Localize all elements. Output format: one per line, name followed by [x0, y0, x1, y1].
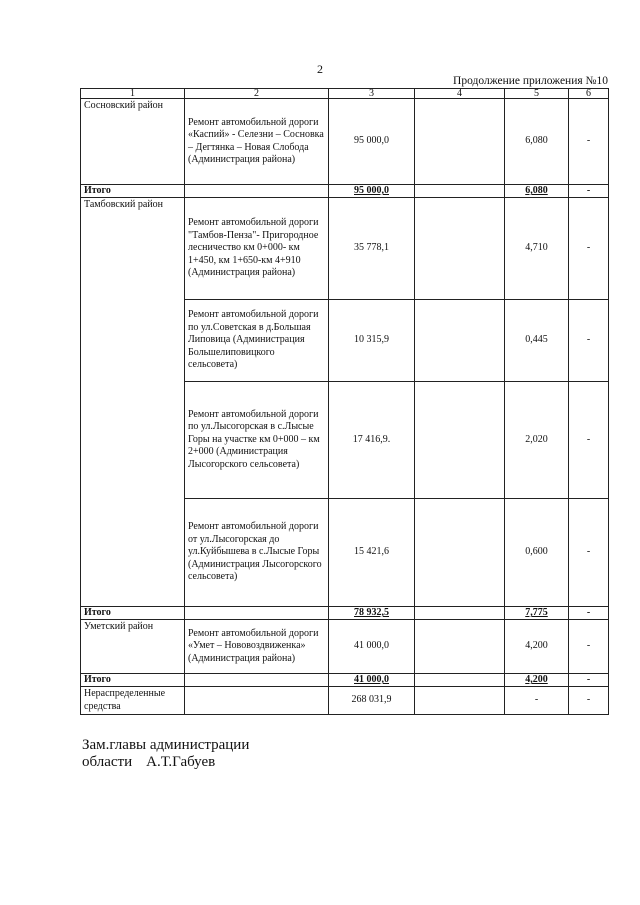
- description-cell: [185, 687, 329, 715]
- length-cell: 6,080: [505, 185, 569, 198]
- amount-cell: 268 031,9: [329, 687, 415, 715]
- column-header: 2: [185, 89, 329, 99]
- col6-cell: -: [569, 99, 609, 185]
- empty-cell: [415, 382, 505, 499]
- length-cell: 4,200: [505, 620, 569, 674]
- amount-cell: 17 416,9.: [329, 382, 415, 499]
- length-cell: 2,020: [505, 382, 569, 499]
- col6-cell: -: [569, 607, 609, 620]
- length-cell: 6,080: [505, 99, 569, 185]
- column-header: 4: [415, 89, 505, 99]
- empty-cell: [415, 198, 505, 300]
- description-cell: [185, 607, 329, 620]
- table-row: [81, 620, 609, 674]
- description-cell: Ремонт автомобильной дороги «Каспий» - Селезни – Сосновка – Дегтянка – Новая Слобода (Администрация района): [185, 99, 329, 185]
- signature-title-line2: области: [82, 754, 133, 770]
- district-cell: Сосновский район: [81, 99, 185, 185]
- table-row: [81, 687, 609, 715]
- col6-cell: -: [569, 300, 609, 382]
- table-row: [81, 99, 609, 185]
- col6-cell: -: [569, 382, 609, 499]
- amount-cell: 35 778,1: [329, 198, 415, 300]
- column-header: 5: [505, 89, 569, 99]
- amount-cell: 10 315,9: [329, 300, 415, 382]
- table-row: [81, 198, 609, 300]
- column-header: 3: [329, 89, 415, 99]
- total-label: Итого: [81, 674, 185, 687]
- description-cell: [185, 674, 329, 687]
- col6-cell: -: [569, 198, 609, 300]
- empty-cell: [415, 620, 505, 674]
- length-cell: -: [505, 687, 569, 715]
- signature-title-line1: Зам.главы администрации: [82, 737, 250, 753]
- empty-cell: [415, 499, 505, 607]
- amount-cell: 15 421,6: [329, 499, 415, 607]
- col6-cell: -: [569, 620, 609, 674]
- description-cell: Ремонт автомобильной дороги по ул.Лысогорская в с.Лысые Горы на участке км 0+000 – км 2+000 (Администрация Лысогорского сельсовета): [185, 382, 329, 499]
- signatory-name: А.Т.Габуев: [146, 754, 216, 770]
- amount-cell: 41 000,0: [329, 674, 415, 687]
- empty-cell: [415, 185, 505, 198]
- empty-cell: [415, 607, 505, 620]
- empty-cell: [415, 300, 505, 382]
- empty-cell: [415, 674, 505, 687]
- amount-cell: 95 000,0: [329, 185, 415, 198]
- col6-cell: -: [569, 185, 609, 198]
- column-header: 6: [569, 89, 609, 99]
- empty-cell: [415, 99, 505, 185]
- description-cell: Ремонт автомобильной дороги от ул.Лысогорская до ул.Куйбышева в с.Лысые Горы (Администрация Лысогорского сельсовета): [185, 499, 329, 607]
- district-cell: Уметский район: [81, 620, 185, 674]
- length-cell: 7,775: [505, 607, 569, 620]
- column-header: 1: [81, 89, 185, 99]
- description-cell: [185, 185, 329, 198]
- col6-cell: -: [569, 499, 609, 607]
- total-label: Итого: [81, 607, 185, 620]
- amount-cell: 95 000,0: [329, 99, 415, 185]
- col6-cell: -: [569, 674, 609, 687]
- length-cell: 0,445: [505, 300, 569, 382]
- col6-cell: -: [569, 687, 609, 715]
- signature-block: [82, 737, 249, 771]
- description-cell: Ремонт автомобильной дороги по ул.Советская в д.Большая Липовица (Администрация Большелиповицкого сельсовета): [185, 300, 329, 382]
- description-cell: Ремонт автомобильной дороги «Умет – Нововоздвиженка» (Администрация района): [185, 620, 329, 674]
- empty-cell: [415, 687, 505, 715]
- length-cell: 0,600: [505, 499, 569, 607]
- page-number: 2: [317, 62, 323, 76]
- total-label: Итого: [81, 185, 185, 198]
- amount-cell: 41 000,0: [329, 620, 415, 674]
- description-cell: Ремонт автомобильной дороги "Тамбов-Пенза"- Пригородное лесничество км 0+000- км 1+450, км 1+650-км 4+910 (Администрация района): [185, 198, 329, 300]
- length-cell: 4,200: [505, 674, 569, 687]
- district-cell: Нераспределенные средства: [81, 687, 185, 715]
- total-row: [81, 674, 609, 687]
- length-cell: 4,710: [505, 198, 569, 300]
- total-row: [81, 607, 609, 620]
- district-cell: Тамбовский район: [81, 198, 185, 607]
- appendix-caption: Продолжение приложения №10: [453, 75, 608, 87]
- road-repair-table: [80, 88, 609, 715]
- total-row: [81, 185, 609, 198]
- signature-line2: [82, 754, 249, 771]
- column-header-row: [81, 89, 609, 99]
- amount-cell: 78 932,5: [329, 607, 415, 620]
